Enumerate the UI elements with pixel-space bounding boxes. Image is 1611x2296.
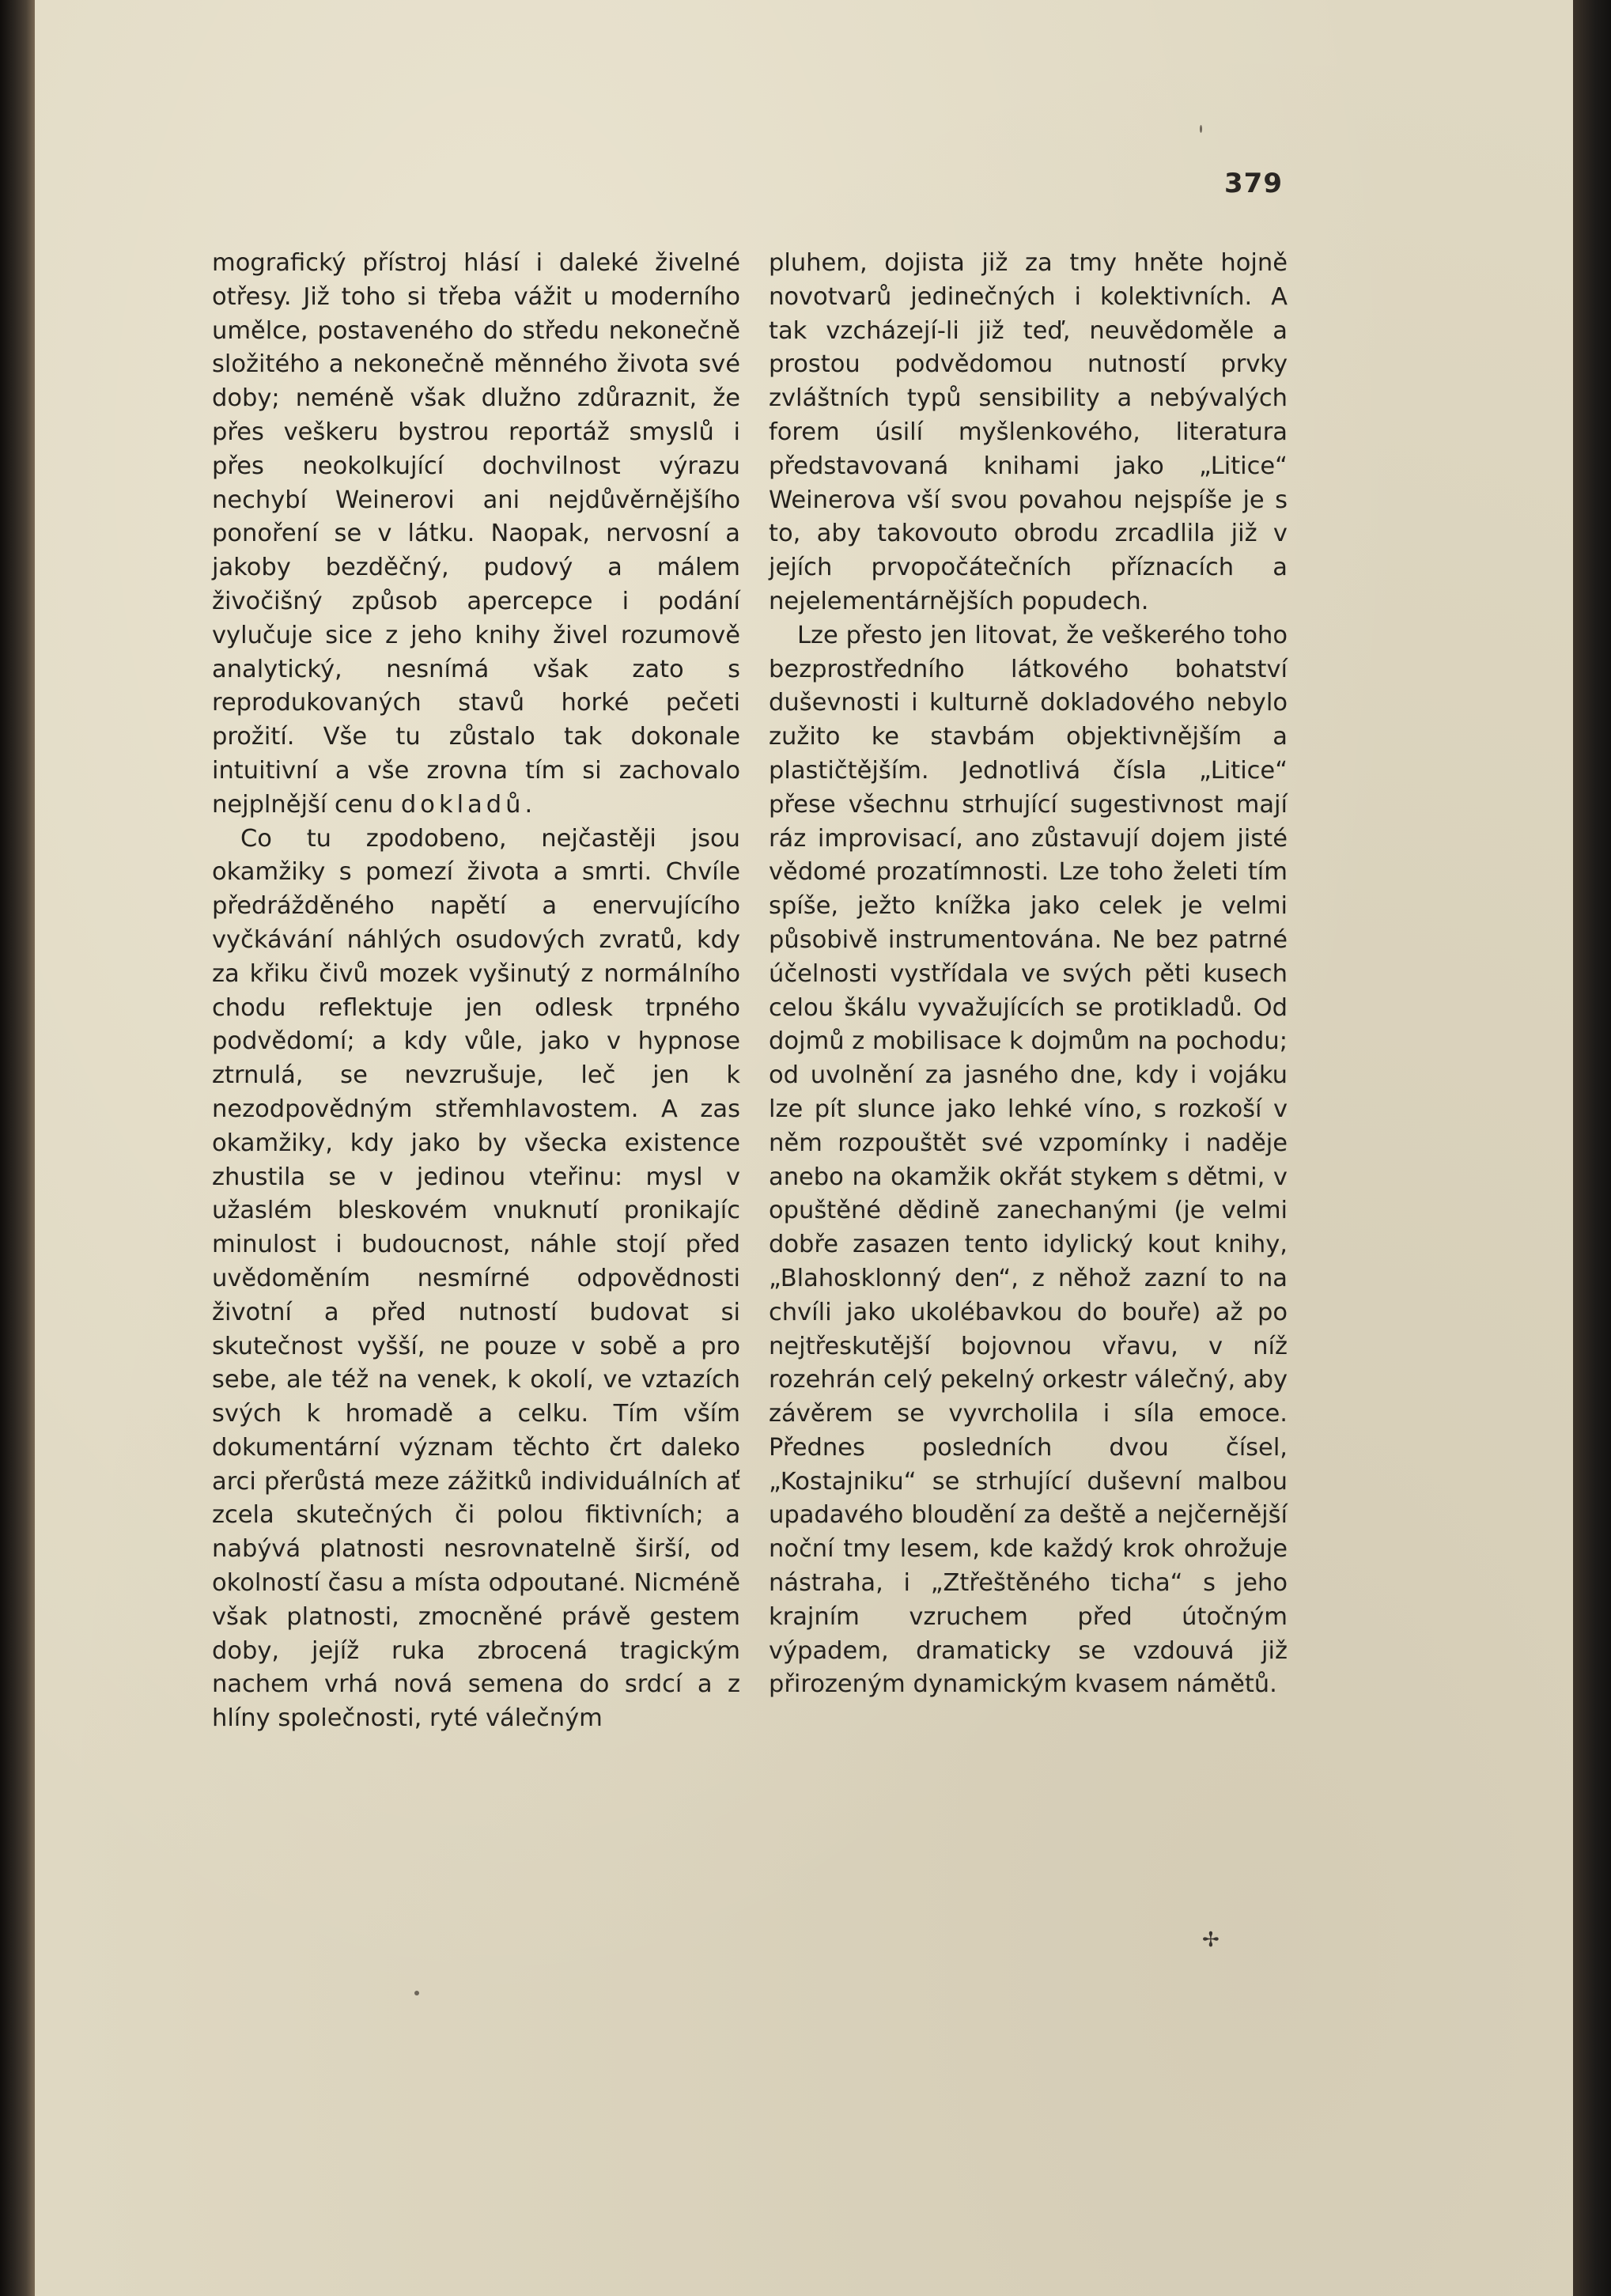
paragraph: pluhem, dojista již za tmy hněte hojně novotvarů jedinečných i kolektivních. A tak vzcházejí-li již teď, neuvědoměle a prostou podvědomou nutností prvky zvláštních typů sensibility a nebývalých forem úsilí myšlenkového, literatura představovaná knihami jako „Litice“ Weinerova vší svou povahou nejspíše je s to, aby takovouto obrodu zrcadlila již v jejích prvopočátečních příznacích a nejelementárnějších popudech.: [769, 249, 1288, 615]
paragraph: [212, 247, 740, 823]
paper-speck: [1200, 125, 1202, 133]
paragraph-text-end: .: [524, 790, 533, 819]
end-ornament: ✢: [1202, 1928, 1220, 1952]
page-right-edge: [1573, 0, 1611, 2296]
page-number: 379: [1224, 168, 1283, 199]
paragraph-text: mografický přístroj hlásí i daleké živelné otřesy. Již toho si třeba vážit u moderního umělce, postaveného do středu nekonečně složitého a nekonečně měnného života své doby; neméně však dlužno zdůraznit, že přes veškeru bystrou reportáž smyslů i přes neokolkující dochvilnost výrazu nechybí Weinerovi ani nejdůvěrnějšího ponoření se v látku. Naopak, nervosní a jakoby bezděčný, pudový a málem živočišný způsob apercepce i podání vylučuje sice z jeho knihy živel rozumově analytický, nesnímá však zato s reprodukovaných stavů horké pečeti prožití. Vše tu zůstalo tak dokonale intuitivní a vše zrovna tím si zachovalo nejplnější cenu: [212, 249, 740, 819]
right-text-column: [769, 247, 1288, 1702]
emphasized-word: dokladů: [400, 790, 525, 819]
left-text-column: [212, 247, 740, 1736]
book-spine-shadow: [0, 0, 35, 2296]
paragraph: Co tu zpodobeno, nejčastěji jsou okamžiky s pomezí života a smrti. Chvíle předrážděného napětí a enervujícího vyčkávání náhlých osudových zvratů, kdy za křiku čivů mozek vyšinutý z normálního chodu reflektuje jen odlesk trpného podvědomí; a kdy vůle, jako v hypnose ztrnulá, se nevzrušuje, leč jen k nezodpovědným střemhlavostem. A zas okamžiky, kdy jako by všecka existence zhustila se v jedinou vteřinu: mysl v užaslém bleskovém vnuknutí pronikajíc minulost i budoucnost, náhle stojí před uvědoměním nesmírné odpovědnosti životní a před nutností budovat si skutečnost vyšší, ne pouze v sobě a pro sebe, ale též na venek, k okolí, ve vztazích svých k hromadě a celku. Tím vším dokumentární význam těchto črt daleko arci přerůstá meze zážitků individuálních ať zcela skutečných či polou fiktivních; a nabývá platnosti nesrovnatelně širší, od okolností času a místa odpoutané. Nicméně však platnosti, zmocněné právě gestem doby, jejíž ruka zbrocená tragickým nachem vrhá nová semena do srdcí a z hlíny společnosti, ryté válečným: [212, 824, 740, 1733]
paper-speck: [414, 1991, 419, 1995]
paragraph: Lze přesto jen litovat, že veškerého toho bezprostředního látkového bohatství duševnosti i kulturně dokladového nebylo zužito ke stavbám objektivnějším a plastičtějším. Jednotlivá čísla „Litice“ přese všechnu strhující sugestivnost mají ráz improvisací, ano zůstavují dojem jisté vědomé prozatímnosti. Lze toho želeti tím spíše, ježto knížka jako celek je velmi působivě instrumentována. Ne bez patrné účelnosti vystřídala ve svých pěti kusech celou škálu vyvažujících se protikladů. Od dojmů z mobilisace k dojmům na pochodu; od uvolnění za jasného dne, kdy i vojáku lze pít slunce jako lehké víno, s rozkoší v něm rozpouštět své vzpomínky i naděje anebo na okamžik okřát stykem s dětmi, v opuštěné dědině zanechanými (je velmi dobře zasazen tento idylický kout knihy, „Blahosklonný den“, z něhož zazní to na chvíli jako ukolébavkou do bouře) až po nejtřeskutější bojovnou vřavu, v níž rozehrán celý pekelný orkestr válečný, aby závěrem se vyvrcholila i síla emoce. Přednes posledních dvou čísel, „Kostajniku“ se strhující duševní malbou upadavého bloudění za deště a nejčernější noční tmy lesem, kde každý krok ohrožuje nástraha, i „Ztřeštěného ticha“ s jeho krajním vzruchem před útočným výpadem, dramaticky se vzdouvá již přirozeným dynamickým kvasem námětů.: [769, 621, 1288, 1699]
